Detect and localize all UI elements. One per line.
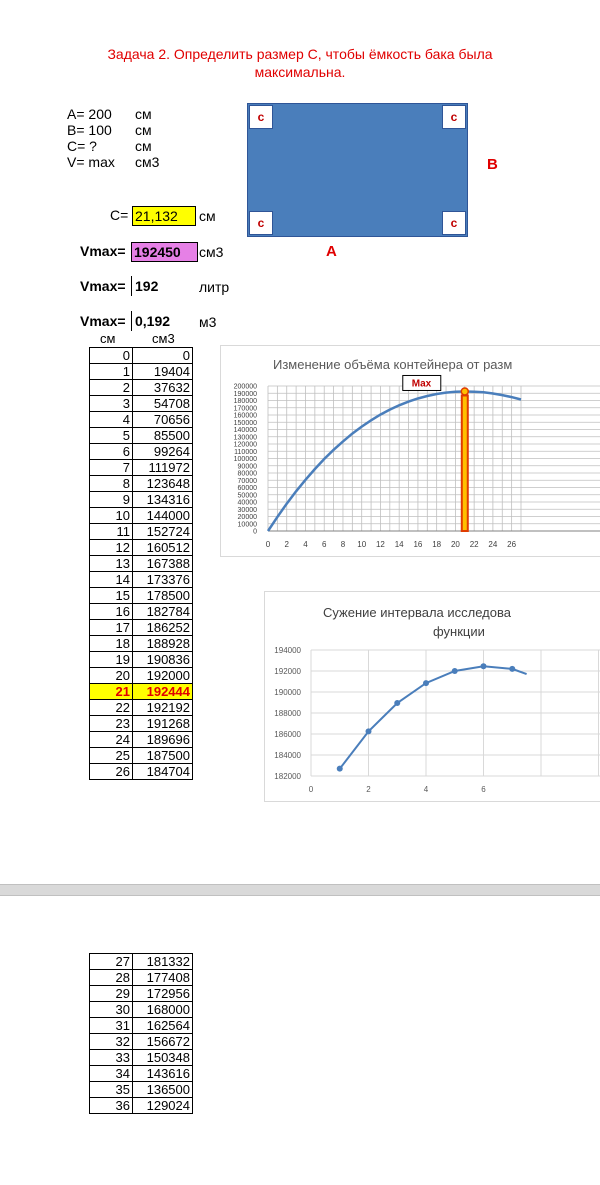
- cell-size-cm[interactable]: 36: [90, 1098, 133, 1114]
- table-row: [90, 524, 193, 540]
- cell-size-cm[interactable]: 18: [90, 636, 133, 652]
- table-row: [90, 508, 193, 524]
- cell-volume-cm3[interactable]: 37632: [133, 380, 193, 396]
- table-row: [90, 364, 193, 380]
- cell-size-cm[interactable]: 2: [90, 380, 133, 396]
- table-row: [90, 700, 193, 716]
- table-row: [90, 412, 193, 428]
- chart-volume-ytick: 30000: [237, 506, 257, 514]
- chart-volume-ytick: 130000: [233, 434, 257, 442]
- chart-narrowed-point: [423, 680, 429, 686]
- param-a-unit: см: [135, 106, 152, 122]
- cell-size-cm[interactable]: 31: [90, 1018, 133, 1034]
- vmax-litr-label: Vmax=: [80, 278, 126, 294]
- table-row: [90, 1034, 193, 1050]
- table-row: [90, 588, 193, 604]
- chart-volume-ytick: 190000: [233, 390, 257, 398]
- tank-sheet-diagram: [247, 103, 468, 237]
- result-c-unit: см: [199, 208, 216, 224]
- cell-size-cm[interactable]: 24: [90, 732, 133, 748]
- chart-narrowed-xtick: 0: [308, 785, 314, 794]
- chart-narrowed-point: [337, 766, 343, 772]
- chart-volume-ytick: 200000: [233, 383, 257, 391]
- volume-table-continued: [89, 953, 193, 1114]
- table-row: [90, 348, 193, 364]
- cell-size-cm[interactable]: 22: [90, 700, 133, 716]
- chart-volume-series-line: [268, 392, 521, 532]
- cell-volume-cm3[interactable]: 186252: [133, 620, 193, 636]
- table-row: [90, 492, 193, 508]
- chart-volume-ytick: 150000: [233, 419, 257, 427]
- chart-narrowed-ytick: 192000: [274, 667, 301, 676]
- param-v: [67, 154, 159, 170]
- table-row: [90, 604, 193, 620]
- cell-volume-cm3[interactable]: 168000: [133, 1002, 193, 1018]
- chart-volume-xtick: 0: [265, 540, 271, 549]
- result-c-value[interactable]: 21,132: [132, 206, 196, 226]
- chart-narrowed-series-line: [340, 666, 527, 768]
- chart-narrowed-point: [394, 700, 400, 706]
- cell-volume-cm3[interactable]: 184704: [133, 764, 193, 780]
- cell-volume-cm3[interactable]: 136500: [133, 1082, 193, 1098]
- chart-volume-xtick: 8: [340, 540, 346, 549]
- table-row: [90, 1098, 193, 1114]
- chart-narrowed-xtick: 6: [481, 785, 486, 794]
- chart-volume-max-marker: [462, 395, 468, 531]
- chart-volume-xtick: 26: [507, 540, 517, 549]
- table-row: [90, 476, 193, 492]
- cell-volume-cm3[interactable]: 156672: [133, 1034, 193, 1050]
- cell-size-cm[interactable]: 13: [90, 556, 133, 572]
- table-row: [90, 396, 193, 412]
- chart-volume-xtick: 22: [469, 540, 479, 549]
- table-row: [90, 1018, 193, 1034]
- cell-volume-cm3[interactable]: 85500: [133, 428, 193, 444]
- cell-volume-cm3[interactable]: 172956: [133, 986, 193, 1002]
- cell-size-cm[interactable]: 4: [90, 412, 133, 428]
- chart-volume-svg: [221, 346, 600, 556]
- table-row: [90, 556, 193, 572]
- vmax-litr-value[interactable]: 192: [135, 278, 159, 294]
- chart-volume-ytick: 60000: [237, 485, 257, 492]
- cell-size-cm[interactable]: 3: [90, 396, 133, 412]
- cell-size-cm[interactable]: 28: [90, 970, 133, 986]
- param-a-value: A= 200: [67, 106, 112, 122]
- table-row: [90, 1082, 193, 1098]
- chart-volume-xtick: 18: [432, 540, 442, 549]
- cell-size-cm[interactable]: 26: [90, 764, 133, 780]
- cell-volume-cm3[interactable]: 162564: [133, 1018, 193, 1034]
- cell-volume-cm3[interactable]: 152724: [133, 524, 193, 540]
- table-row: [90, 668, 193, 684]
- chart-volume-ytick: 20000: [237, 514, 257, 521]
- param-c: [67, 138, 159, 154]
- cell-volume-cm3[interactable]: 192444: [133, 684, 193, 700]
- chart-narrowed-point: [366, 728, 372, 734]
- corner-cut-top-right: с: [442, 105, 466, 129]
- table-row: [90, 1002, 193, 1018]
- table-row: [90, 716, 193, 732]
- result-c-label: С=: [110, 207, 129, 223]
- page-break-separator: [0, 884, 600, 896]
- cell-size-cm[interactable]: 27: [90, 954, 133, 970]
- chart-narrowed-ytick: 194000: [274, 646, 301, 655]
- cell-size-cm[interactable]: 1: [90, 364, 133, 380]
- corner-cut-top-left: с: [249, 105, 273, 129]
- cell-size-cm[interactable]: 34: [90, 1066, 133, 1082]
- cell-volume-cm3[interactable]: 181332: [133, 954, 193, 970]
- table-row: [90, 460, 193, 476]
- cell-volume-cm3[interactable]: 192000: [133, 668, 193, 684]
- cell-volume-cm3[interactable]: 143616: [133, 1066, 193, 1082]
- param-b: [67, 122, 159, 138]
- table-row: [90, 572, 193, 588]
- cell-volume-cm3[interactable]: 129024: [133, 1098, 193, 1114]
- cell-size-cm[interactable]: 0: [90, 348, 133, 364]
- cell-size-cm[interactable]: 25: [90, 748, 133, 764]
- cell-size-cm[interactable]: 20: [90, 668, 133, 684]
- chart-narrowed-point: [509, 666, 515, 672]
- table-row: [90, 620, 193, 636]
- table-row: [90, 732, 193, 748]
- cell-volume-cm3[interactable]: 160512: [133, 540, 193, 556]
- side-label-a: A: [326, 243, 337, 260]
- chart-narrowed-title-line2: функции: [433, 624, 485, 639]
- chart-volume-ytick: 180000: [233, 398, 257, 405]
- chart-volume-ytick: 170000: [233, 405, 257, 413]
- vmax-m3-cursor: [131, 311, 132, 331]
- cell-volume-cm3[interactable]: 54708: [133, 396, 193, 412]
- cell-volume-cm3[interactable]: 187500: [133, 748, 193, 764]
- cell-volume-cm3[interactable]: 177408: [133, 970, 193, 986]
- table-row: [90, 444, 193, 460]
- table-row: [90, 970, 193, 986]
- chart-narrowed-point: [481, 663, 487, 669]
- cell-size-cm[interactable]: 8: [90, 476, 133, 492]
- vmax-litr-unit: литр: [199, 279, 230, 295]
- task-title-line2: максимальна.: [254, 64, 346, 80]
- cell-size-cm[interactable]: 14: [90, 572, 133, 588]
- cell-volume-cm3[interactable]: 190836: [133, 652, 193, 668]
- cell-size-cm[interactable]: 29: [90, 986, 133, 1002]
- chart-volume-ytick: 100000: [233, 456, 257, 463]
- chart-volume-title: Изменение объёма контейнера от разм: [273, 357, 513, 372]
- chart-volume-xtick: 6: [321, 540, 327, 549]
- cell-size-cm[interactable]: 15: [90, 588, 133, 604]
- chart-volume-ytick: 40000: [237, 499, 257, 507]
- cell-size-cm[interactable]: 11: [90, 524, 133, 540]
- vmax-m3-value[interactable]: 0,192: [135, 313, 171, 329]
- cell-size-cm[interactable]: 6: [90, 444, 133, 460]
- chart-narrowed-ytick: 188000: [274, 709, 301, 718]
- chart-volume-xtick: 24: [488, 540, 498, 549]
- table-row: [90, 764, 193, 780]
- param-a: [67, 106, 159, 122]
- chart-narrowed-point: [452, 668, 458, 674]
- chart-volume-ytick: 110000: [234, 448, 257, 456]
- task-title-line1: Задача 2. Определить размер С, чтобы ёмкость бака была: [107, 46, 493, 62]
- side-label-b: B: [487, 156, 498, 173]
- chart-narrowed: [264, 591, 600, 802]
- vmax-cm3-label: Vmax=: [80, 243, 126, 259]
- cell-volume-cm3[interactable]: 70656: [133, 412, 193, 428]
- corner-cut-bottom-right: с: [442, 211, 466, 235]
- chart-volume-ytick: 140000: [233, 427, 257, 434]
- table-row: [90, 540, 193, 556]
- cell-volume-cm3[interactable]: 182784: [133, 604, 193, 620]
- vmax-cm3-value[interactable]: 192450: [131, 242, 198, 262]
- chart-volume-xtick: 14: [394, 540, 404, 549]
- cell-size-cm[interactable]: 10: [90, 508, 133, 524]
- chart-narrowed-title: Сужение интервала исследова: [323, 605, 511, 620]
- param-b-value: B= 100: [67, 122, 112, 138]
- table-row: [90, 684, 193, 700]
- cell-volume-cm3[interactable]: 123648: [133, 476, 193, 492]
- chart-volume-xtick: 4: [303, 540, 308, 549]
- chart-narrowed-ytick: 190000: [274, 688, 301, 697]
- chart-narrowed-xtick: 4: [423, 785, 429, 794]
- cell-volume-cm3[interactable]: 111972: [133, 460, 193, 476]
- cell-size-cm[interactable]: 5: [90, 428, 133, 444]
- chart-volume-ytick: 0: [253, 528, 257, 536]
- cell-size-cm[interactable]: 9: [90, 492, 133, 508]
- cell-volume-cm3[interactable]: 191268: [133, 716, 193, 732]
- chart-volume-ytick: 120000: [233, 441, 257, 449]
- cell-size-cm[interactable]: 35: [90, 1082, 133, 1098]
- chart-narrowed-ytick: 186000: [274, 730, 301, 739]
- param-b-unit: см: [135, 122, 152, 138]
- chart-volume-xtick: 10: [357, 540, 367, 549]
- table-row: [90, 986, 193, 1002]
- table-row: [90, 1050, 193, 1066]
- cell-size-cm[interactable]: 33: [90, 1050, 133, 1066]
- param-c-value: C= ?: [67, 138, 97, 154]
- table-header-cm: см: [100, 331, 116, 346]
- cell-size-cm[interactable]: 19: [90, 652, 133, 668]
- chart-volume-ytick: 90000: [237, 463, 257, 471]
- chart-volume-xtick: 12: [375, 540, 385, 549]
- table-row: [90, 954, 193, 970]
- chart-narrowed-xtick: 2: [366, 785, 371, 794]
- cell-volume-cm3[interactable]: 167388: [133, 556, 193, 572]
- table-row: [90, 380, 193, 396]
- cell-volume-cm3[interactable]: 188928: [133, 636, 193, 652]
- cell-size-cm[interactable]: 32: [90, 1034, 133, 1050]
- param-v-value: V= max: [67, 154, 115, 170]
- cell-size-cm[interactable]: 16: [90, 604, 133, 620]
- cell-size-cm[interactable]: 17: [90, 620, 133, 636]
- table-header-cm3: см3: [152, 331, 175, 346]
- param-v-unit: см3: [135, 154, 160, 170]
- cell-volume-cm3[interactable]: 99264: [133, 444, 193, 460]
- chart-narrowed-svg: [265, 592, 600, 801]
- cell-volume-cm3[interactable]: 144000: [133, 508, 193, 524]
- cell-size-cm[interactable]: 21: [90, 684, 133, 700]
- cell-size-cm[interactable]: 12: [90, 540, 133, 556]
- cell-volume-cm3[interactable]: 173376: [133, 572, 193, 588]
- chart-volume-ytick: 50000: [237, 492, 257, 500]
- chart-narrowed-ytick: 184000: [274, 751, 301, 760]
- table-row: [90, 636, 193, 652]
- cell-volume-cm3[interactable]: 19404: [133, 364, 193, 380]
- chart-volume-xtick: 16: [413, 540, 423, 549]
- table-row: [90, 428, 193, 444]
- table-row: [90, 748, 193, 764]
- cell-volume-cm3[interactable]: 0: [133, 348, 193, 364]
- cell-volume-cm3[interactable]: 189696: [133, 732, 193, 748]
- vmax-litr-cursor: [131, 276, 132, 296]
- chart-volume-max-point: [461, 388, 468, 395]
- volume-table: [89, 347, 193, 780]
- chart-volume-xtick: 2: [284, 540, 289, 549]
- cell-volume-cm3[interactable]: 178500: [133, 588, 193, 604]
- table-row: [90, 1066, 193, 1082]
- table-row: [90, 652, 193, 668]
- cell-size-cm[interactable]: 23: [90, 716, 133, 732]
- chart-volume-xtick: 20: [450, 540, 460, 549]
- chart-narrowed-ytick: 182000: [274, 772, 301, 781]
- chart-volume: [220, 345, 600, 557]
- vmax-cm3-unit: см3: [199, 244, 224, 260]
- chart-volume-annotation: Max: [411, 378, 432, 390]
- vmax-m3-label: Vmax=: [80, 313, 126, 329]
- cell-volume-cm3[interactable]: 150348: [133, 1050, 193, 1066]
- cell-size-cm[interactable]: 30: [90, 1002, 133, 1018]
- chart-volume-ytick: 10000: [237, 521, 257, 529]
- chart-volume-ytick: 80000: [237, 470, 257, 478]
- cell-volume-cm3[interactable]: 192192: [133, 700, 193, 716]
- corner-cut-bottom-left: с: [249, 211, 273, 235]
- param-c-unit: см: [135, 138, 152, 154]
- chart-volume-ytick: 70000: [237, 477, 257, 485]
- param-list: [67, 106, 159, 170]
- cell-size-cm[interactable]: 7: [90, 460, 133, 476]
- vmax-m3-unit: м3: [199, 314, 217, 330]
- chart-volume-ytick: 160000: [233, 412, 257, 420]
- cell-volume-cm3[interactable]: 134316: [133, 492, 193, 508]
